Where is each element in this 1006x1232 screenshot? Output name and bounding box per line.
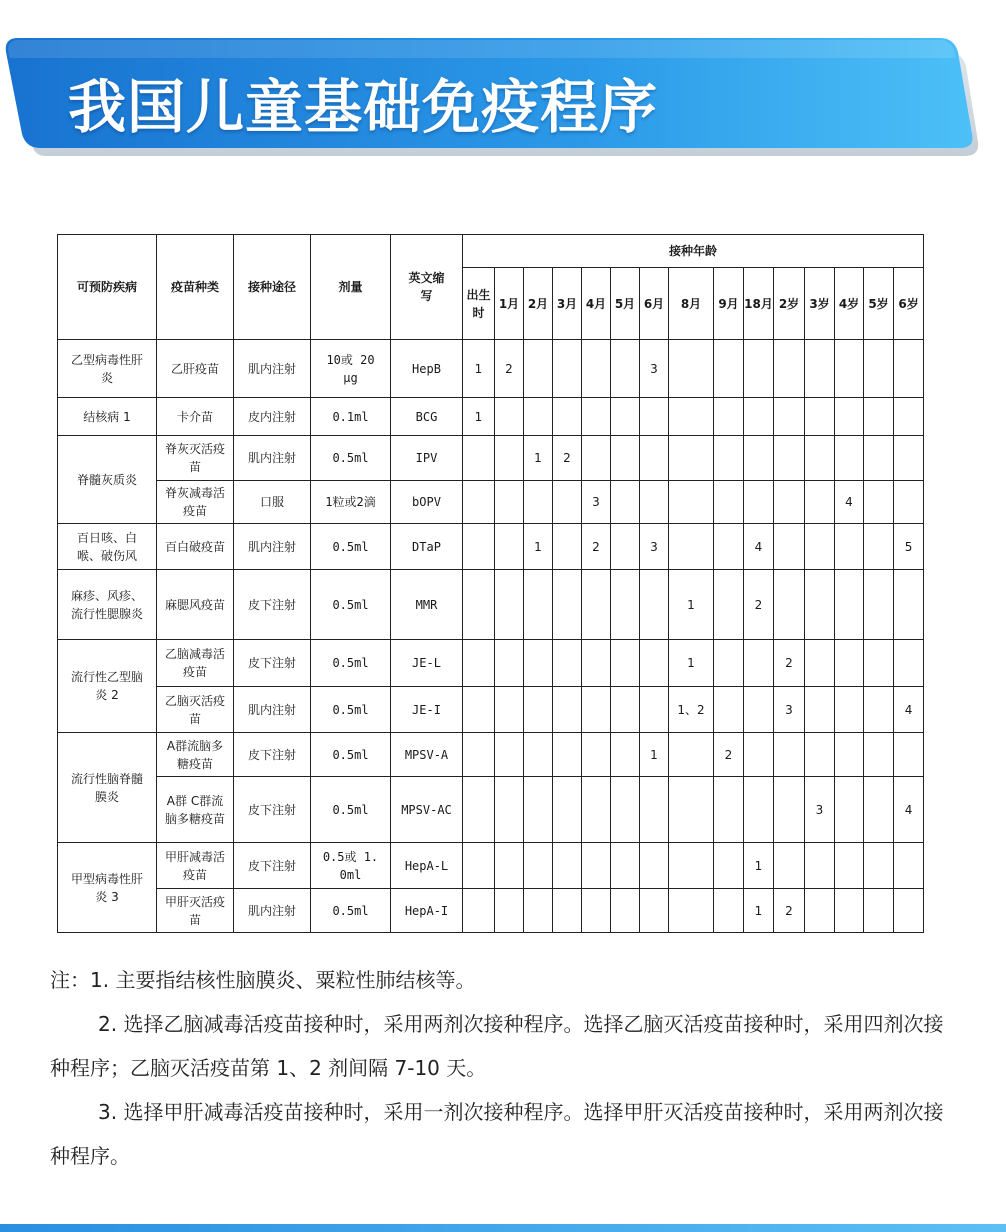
abbr-cell: bOPV (391, 481, 463, 524)
dose-number-cell (495, 733, 524, 777)
dose-number-cell (805, 570, 835, 640)
table-row (58, 398, 924, 436)
disease-cell: 流行性乙型脑炎 2 (58, 640, 157, 733)
vaccine-cell: 卡介苗 (157, 398, 234, 436)
dose-number-cell (774, 481, 805, 524)
dose-number-cell (774, 398, 805, 436)
table-row (58, 777, 924, 843)
header-age-col: 5月 (611, 268, 640, 340)
dose-number-cell: 4 (894, 687, 924, 733)
dose-number-cell (524, 481, 553, 524)
dose-cell: 0.5ml (311, 436, 391, 481)
route-cell: 皮下注射 (234, 733, 311, 777)
abbr-cell: JE-L (391, 640, 463, 687)
dose-number-cell (864, 687, 894, 733)
route-cell: 皮下注射 (234, 570, 311, 640)
dose-number-cell (864, 640, 894, 687)
vaccine-cell: 甲肝灭活疫苗 (157, 889, 234, 933)
dose-number-cell: 1 (744, 889, 774, 933)
header-age-col: 3月 (553, 268, 582, 340)
dose-number-cell (582, 398, 611, 436)
page-title: 我国儿童基础免疫程序 (68, 73, 659, 141)
vaccine-cell: A群 C群流脑多糖疫苗 (157, 777, 234, 843)
disease-cell: 百日咳、白喉、破伤风 (58, 524, 157, 570)
dose-number-cell (640, 640, 669, 687)
header-age-col: 4岁 (835, 268, 864, 340)
header-age: 接种年龄 (463, 235, 924, 268)
dose-number-cell (774, 340, 805, 398)
dose-number-cell (553, 777, 582, 843)
dose-number-cell (894, 640, 924, 687)
dose-number-cell (744, 436, 774, 481)
dose-number-cell (774, 436, 805, 481)
dose-number-cell: 1 (744, 843, 774, 889)
dose-number-cell (669, 889, 714, 933)
dose-number-cell: 2 (582, 524, 611, 570)
dose-number-cell (495, 777, 524, 843)
dose-number-cell (714, 640, 744, 687)
abbr-cell: HepA-I (391, 889, 463, 933)
header-route: 接种途径 (234, 235, 311, 340)
route-cell: 皮下注射 (234, 640, 311, 687)
vaccine-cell: 百白破疫苗 (157, 524, 234, 570)
dose-number-cell (774, 843, 805, 889)
disease-cell: 脊髓灰质炎 (58, 436, 157, 524)
dose-number-cell (894, 398, 924, 436)
dose-number-cell: 4 (744, 524, 774, 570)
dose-number-cell (805, 524, 835, 570)
immunization-schedule-table (57, 234, 924, 933)
dose-number-cell (835, 340, 864, 398)
dose-number-cell (864, 777, 894, 843)
dose-number-cell (495, 843, 524, 889)
dose-number-cell (495, 889, 524, 933)
dose-number-cell (805, 889, 835, 933)
header-age-col: 18月 (744, 268, 774, 340)
dose-number-cell: 1、2 (669, 687, 714, 733)
abbr-cell: DTaP (391, 524, 463, 570)
dose-number-cell (894, 436, 924, 481)
dose-number-cell (524, 889, 553, 933)
dose-number-cell (835, 889, 864, 933)
dose-cell: 0.5ml (311, 733, 391, 777)
dose-cell: 0.5ml (311, 524, 391, 570)
dose-number-cell (894, 340, 924, 398)
dose-number-cell (894, 481, 924, 524)
abbr-cell: IPV (391, 436, 463, 481)
dose-number-cell (894, 889, 924, 933)
table-row (58, 570, 924, 640)
dose-number-cell (553, 733, 582, 777)
dose-number-cell (582, 340, 611, 398)
dose-number-cell (669, 733, 714, 777)
dose-number-cell (864, 843, 894, 889)
dose-number-cell (744, 733, 774, 777)
header-age-col: 4月 (582, 268, 611, 340)
dose-number-cell (611, 340, 640, 398)
dose-number-cell: 3 (640, 524, 669, 570)
dose-number-cell (835, 687, 864, 733)
dose-number-cell (463, 524, 495, 570)
dose-number-cell (640, 398, 669, 436)
dose-number-cell (894, 843, 924, 889)
vaccine-cell: 甲肝减毒活疫苗 (157, 843, 234, 889)
table-row (58, 733, 924, 777)
dose-number-cell: 2 (495, 340, 524, 398)
dose-number-cell (774, 777, 805, 843)
dose-number-cell (714, 687, 744, 733)
dose-number-cell: 1 (669, 640, 714, 687)
dose-number-cell (611, 777, 640, 843)
dose-number-cell (669, 340, 714, 398)
dose-number-cell (582, 889, 611, 933)
dose-number-cell (835, 398, 864, 436)
bottom-accent-bar (0, 1224, 1006, 1232)
dose-cell: 10或 20 μg (311, 340, 391, 398)
header-age-col: 出生时 (463, 268, 495, 340)
dose-number-cell (582, 687, 611, 733)
dose-number-cell (611, 436, 640, 481)
dose-number-cell (582, 733, 611, 777)
dose-number-cell (669, 436, 714, 481)
table-row (58, 436, 924, 481)
dose-number-cell (774, 570, 805, 640)
dose-number-cell (714, 436, 744, 481)
dose-number-cell (524, 687, 553, 733)
dose-number-cell (611, 687, 640, 733)
dose-cell: 0.1ml (311, 398, 391, 436)
footnote-1: 注：1. 主要指结核性脑膜炎、粟粒性肺结核等。 (50, 968, 476, 992)
dose-number-cell (463, 777, 495, 843)
dose-number-cell: 2 (774, 640, 805, 687)
dose-number-cell (640, 843, 669, 889)
dose-number-cell (744, 481, 774, 524)
dose-number-cell (805, 398, 835, 436)
footnote-3: 3. 选择甲肝减毒活疫苗接种时，采用一剂次接种程序。选择甲肝灭活疫苗接种时，采用两剂次接种程序。 (50, 1100, 944, 1168)
dose-number-cell: 4 (894, 777, 924, 843)
dose-cell: 1粒或2滴 (311, 481, 391, 524)
route-cell: 皮下注射 (234, 843, 311, 889)
dose-number-cell (714, 340, 744, 398)
dose-number-cell (774, 524, 805, 570)
title-banner (0, 38, 980, 156)
dose-number-cell (553, 640, 582, 687)
dose-number-cell (553, 398, 582, 436)
dose-number-cell (463, 733, 495, 777)
dose-number-cell (611, 524, 640, 570)
disease-cell: 流行性脑脊髓膜炎 (58, 733, 157, 843)
table-row (58, 843, 924, 889)
vaccine-cell: A群流脑多糖疫苗 (157, 733, 234, 777)
dose-number-cell: 2 (744, 570, 774, 640)
dose-number-cell (495, 640, 524, 687)
dose-number-cell (805, 436, 835, 481)
dose-number-cell (864, 733, 894, 777)
dose-number-cell (835, 640, 864, 687)
dose-number-cell: 1 (524, 524, 553, 570)
dose-number-cell (669, 843, 714, 889)
dose-number-cell (582, 570, 611, 640)
header-age-col: 2月 (524, 268, 553, 340)
dose-number-cell (774, 733, 805, 777)
dose-number-cell (640, 436, 669, 481)
dose-number-cell (864, 398, 894, 436)
dose-number-cell (582, 777, 611, 843)
dose-number-cell (495, 436, 524, 481)
abbr-cell: MMR (391, 570, 463, 640)
header-age-col: 5岁 (864, 268, 894, 340)
dose-number-cell (894, 570, 924, 640)
dose-number-cell: 1 (640, 733, 669, 777)
dose-number-cell (611, 398, 640, 436)
disease-cell: 甲型病毒性肝炎 3 (58, 843, 157, 933)
dose-number-cell (553, 481, 582, 524)
dose-number-cell (495, 398, 524, 436)
dose-number-cell (495, 524, 524, 570)
dose-number-cell: 5 (894, 524, 924, 570)
dose-cell: 0.5ml (311, 687, 391, 733)
dose-number-cell (894, 733, 924, 777)
dose-number-cell (805, 843, 835, 889)
dose-number-cell (835, 843, 864, 889)
dose-number-cell (463, 570, 495, 640)
dose-number-cell (524, 733, 553, 777)
vaccine-cell: 乙脑灭活疫苗 (157, 687, 234, 733)
dose-number-cell (611, 570, 640, 640)
dose-number-cell (582, 843, 611, 889)
dose-number-cell (744, 640, 774, 687)
dose-number-cell (640, 889, 669, 933)
dose-number-cell (714, 398, 744, 436)
dose-number-cell (553, 889, 582, 933)
dose-number-cell (864, 481, 894, 524)
dose-cell: 0.5ml (311, 640, 391, 687)
dose-number-cell: 3 (582, 481, 611, 524)
dose-number-cell (524, 340, 553, 398)
dose-number-cell: 1 (463, 398, 495, 436)
dose-cell: 0.5ml (311, 777, 391, 843)
dose-number-cell (582, 640, 611, 687)
dose-number-cell (805, 640, 835, 687)
dose-number-cell: 2 (553, 436, 582, 481)
dose-number-cell (835, 733, 864, 777)
header-age-col: 8月 (669, 268, 714, 340)
dose-number-cell (864, 570, 894, 640)
dose-number-cell (611, 733, 640, 777)
dose-number-cell: 3 (774, 687, 805, 733)
dose-number-cell (463, 436, 495, 481)
dose-number-cell (611, 843, 640, 889)
header-abbr: 英文缩写 (391, 235, 463, 340)
dose-number-cell (714, 570, 744, 640)
route-cell: 肌内注射 (234, 687, 311, 733)
dose-number-cell (463, 843, 495, 889)
header-disease: 可预防疾病 (58, 235, 157, 340)
dose-number-cell: 4 (835, 481, 864, 524)
dose-number-cell: 1 (669, 570, 714, 640)
dose-number-cell (864, 340, 894, 398)
dose-number-cell: 1 (524, 436, 553, 481)
abbr-cell: HepA-L (391, 843, 463, 889)
vaccine-cell: 脊灰灭活疫苗 (157, 436, 234, 481)
header-age-col: 1月 (495, 268, 524, 340)
dose-number-cell (524, 843, 553, 889)
dose-number-cell: 3 (640, 340, 669, 398)
abbr-cell: BCG (391, 398, 463, 436)
dose-number-cell (864, 524, 894, 570)
header-age-col: 2岁 (774, 268, 805, 340)
dose-number-cell: 2 (774, 889, 805, 933)
dose-number-cell (714, 524, 744, 570)
dose-number-cell (744, 340, 774, 398)
dose-number-cell: 1 (463, 340, 495, 398)
disease-cell: 乙型病毒性肝炎 (58, 340, 157, 398)
vaccine-cell: 乙脑减毒活疫苗 (157, 640, 234, 687)
dose-number-cell (463, 687, 495, 733)
route-cell: 口服 (234, 481, 311, 524)
dose-number-cell (553, 687, 582, 733)
footnote-2: 2. 选择乙脑减毒活疫苗接种时，采用两剂次接种程序。选择乙脑灭活疫苗接种时，采用四剂次接种程序；乙脑灭活疫苗第 1、2 剂间隔 7-10 天。 (50, 1012, 944, 1080)
header-vaccine: 疫苗种类 (157, 235, 234, 340)
dose-number-cell (714, 481, 744, 524)
dose-number-cell (611, 640, 640, 687)
dose-number-cell (553, 340, 582, 398)
dose-number-cell (495, 570, 524, 640)
footnotes (50, 958, 950, 1178)
table-row (58, 687, 924, 733)
route-cell: 皮内注射 (234, 398, 311, 436)
dose-number-cell (611, 481, 640, 524)
dose-cell: 0.5ml (311, 570, 391, 640)
dose-number-cell (640, 777, 669, 843)
abbr-cell: MPSV-AC (391, 777, 463, 843)
header-age-col: 6岁 (894, 268, 924, 340)
dose-number-cell (835, 436, 864, 481)
route-cell: 肌内注射 (234, 436, 311, 481)
dose-number-cell (864, 889, 894, 933)
dose-number-cell (714, 889, 744, 933)
dose-number-cell: 3 (805, 777, 835, 843)
table-row (58, 340, 924, 398)
dose-number-cell (805, 481, 835, 524)
vaccine-cell: 乙肝疫苗 (157, 340, 234, 398)
header-age-col: 3岁 (805, 268, 835, 340)
vaccine-cell: 麻腮风疫苗 (157, 570, 234, 640)
dose-number-cell (835, 570, 864, 640)
disease-cell: 结核病 1 (58, 398, 157, 436)
dose-number-cell (495, 481, 524, 524)
dose-number-cell (835, 777, 864, 843)
route-cell: 肌内注射 (234, 889, 311, 933)
dose-number-cell (669, 481, 714, 524)
dose-number-cell (714, 843, 744, 889)
dose-number-cell (744, 777, 774, 843)
header-age-col: 9月 (714, 268, 744, 340)
dose-number-cell (744, 398, 774, 436)
dose-number-cell (463, 481, 495, 524)
abbr-cell: JE-I (391, 687, 463, 733)
abbr-cell: MPSV-A (391, 733, 463, 777)
table-row (58, 640, 924, 687)
dose-number-cell (524, 777, 553, 843)
dose-number-cell (805, 733, 835, 777)
table-row (58, 481, 924, 524)
dose-number-cell (669, 777, 714, 843)
dose-number-cell (714, 777, 744, 843)
dose-cell: 0.5或 1.0ml (311, 843, 391, 889)
table-row (58, 889, 924, 933)
vaccine-cell: 脊灰减毒活疫苗 (157, 481, 234, 524)
abbr-cell: HepB (391, 340, 463, 398)
dose-number-cell (582, 436, 611, 481)
dose-number-cell (524, 398, 553, 436)
route-cell: 肌内注射 (234, 340, 311, 398)
dose-number-cell (495, 687, 524, 733)
route-cell: 肌内注射 (234, 524, 311, 570)
dose-number-cell (553, 524, 582, 570)
dose-number-cell (640, 481, 669, 524)
dose-number-cell (524, 640, 553, 687)
dose-number-cell (805, 687, 835, 733)
dose-number-cell (640, 687, 669, 733)
dose-number-cell (463, 889, 495, 933)
dose-number-cell (611, 889, 640, 933)
dose-number-cell (835, 524, 864, 570)
header-age-col: 6月 (640, 268, 669, 340)
dose-number-cell (524, 570, 553, 640)
dose-number-cell (805, 340, 835, 398)
dose-number-cell (669, 398, 714, 436)
dose-number-cell (553, 843, 582, 889)
dose-number-cell (744, 687, 774, 733)
dose-number-cell (640, 570, 669, 640)
dose-number-cell (864, 436, 894, 481)
dose-number-cell (463, 640, 495, 687)
dose-number-cell (669, 524, 714, 570)
dose-number-cell: 2 (714, 733, 744, 777)
disease-cell: 麻疹、风疹、流行性腮腺炎 (58, 570, 157, 640)
table-row (58, 524, 924, 570)
dose-number-cell (553, 570, 582, 640)
dose-cell: 0.5ml (311, 889, 391, 933)
route-cell: 皮下注射 (234, 777, 311, 843)
header-dose: 剂量 (311, 235, 391, 340)
